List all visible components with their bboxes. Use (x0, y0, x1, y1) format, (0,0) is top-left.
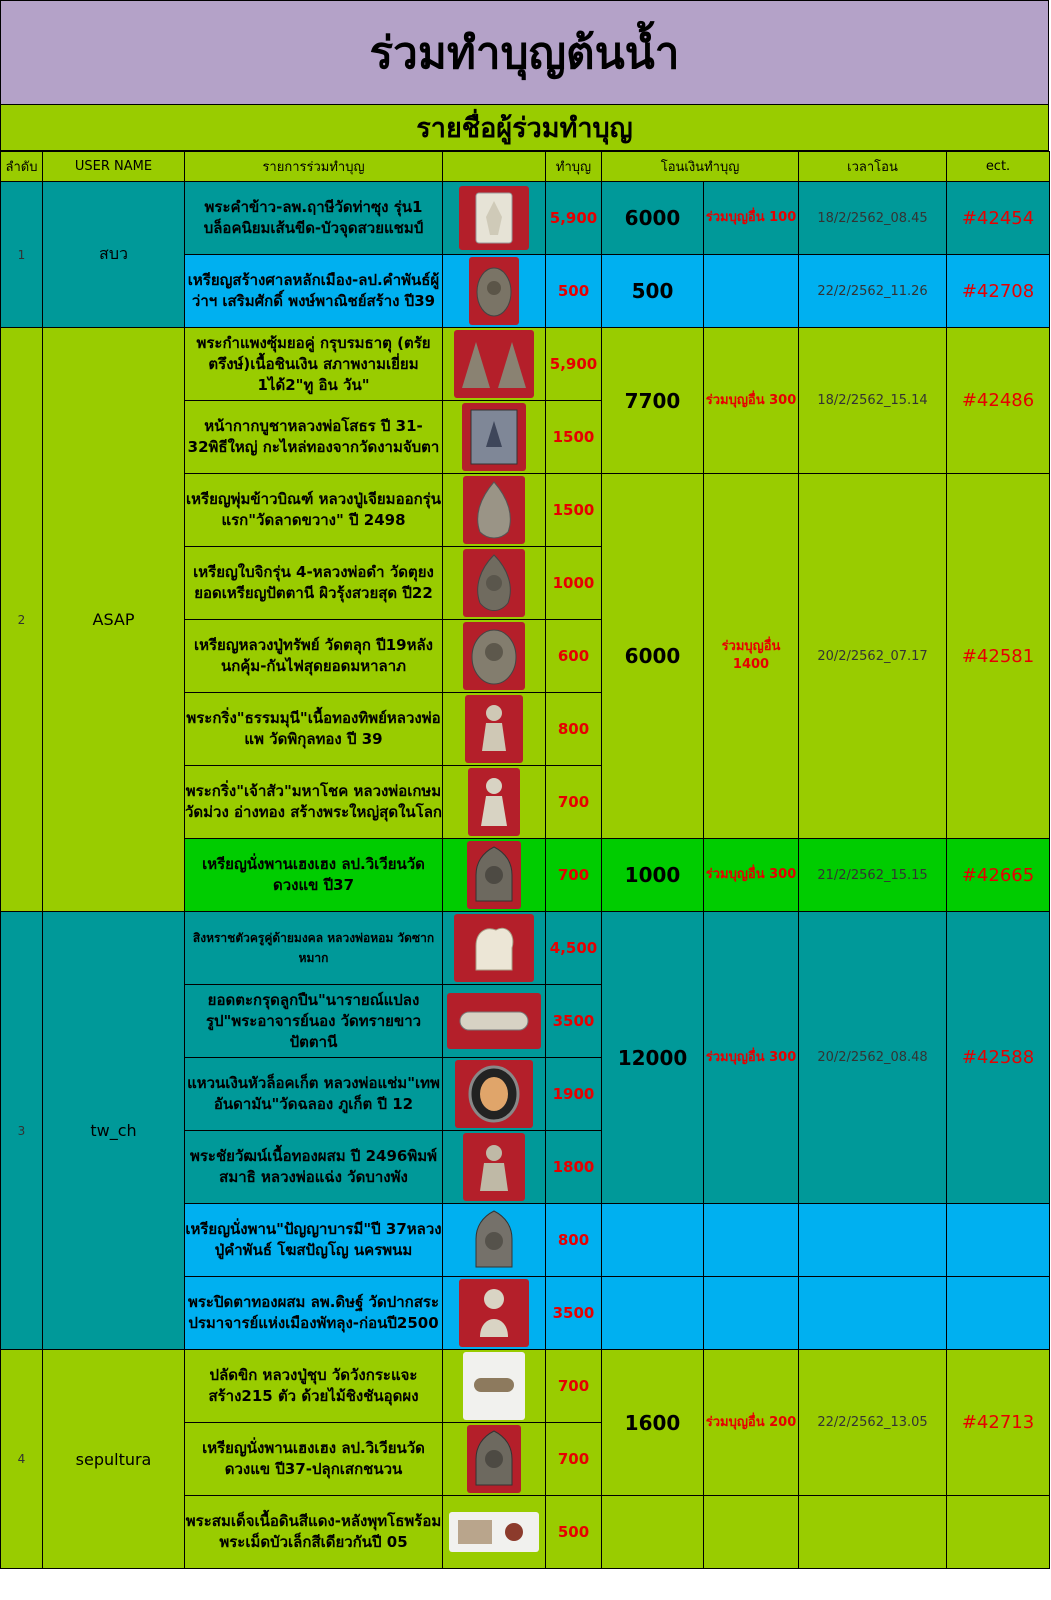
amulet-photo-icon (463, 1133, 525, 1201)
item-price: 1800 (546, 1131, 602, 1204)
item-name: พระชัยวัฒน์เนื้อทองผสม ปี 2496พิมพ์สมาธิ หลวงพ่อแฉ่ง วัดบางพัง (185, 1131, 443, 1204)
amulet-photo-icon (465, 695, 523, 763)
empty-cell (704, 1496, 799, 1569)
amulet-photo-icon (449, 1512, 539, 1552)
user-name: tw_ch (43, 912, 185, 1350)
item-name: เหรียญนั่งพานเฮงเฮง ลป.วิเวียนวัดดวงแข ปี37 (185, 839, 443, 912)
item-image (443, 1350, 546, 1423)
column-header-no: ลำดับ (1, 152, 43, 182)
header-row (1, 152, 1050, 182)
item-price: 700 (546, 1423, 602, 1496)
table-row (1, 912, 1050, 985)
item-price: 500 (546, 255, 602, 328)
page-subtitle: รายชื่อผู้ร่วมทำบุญ (0, 105, 1049, 151)
item-name: เหรียญนั่งพานเฮงเฮง ลป.วิเวียนวัดดวงแข ปี37-ปลุกเสกชนวน (185, 1423, 443, 1496)
transfer-bonus: ร่วมบุญอื่น 200 (704, 1350, 799, 1496)
amulet-photo-icon (467, 841, 521, 909)
transfer-ref: #42581 (947, 474, 1050, 839)
item-price: 600 (546, 620, 602, 693)
amulet-photo-icon (455, 1060, 533, 1128)
item-image (443, 401, 546, 474)
item-image (443, 985, 546, 1058)
amulet-photo-icon (469, 257, 519, 325)
item-name: เหรียญพุ่มข้าวบิณฑ์ หลวงปู่เจียมออกรุ่นแรก"วัดลาดขวาง" ปี 2498 (185, 474, 443, 547)
item-price: 700 (546, 1350, 602, 1423)
empty-cell (704, 1204, 799, 1277)
item-name: พระกริ่ง"เจ้าสัว"มหาโชค หลวงพ่อเกษมวัดม่วง อ่างทอง สร้างพระใหญ่สุดในโลก (185, 766, 443, 839)
empty-cell (602, 1204, 704, 1277)
item-price: 700 (546, 766, 602, 839)
amulet-photo-icon (463, 622, 525, 690)
transfer-bonus: ร่วมบุญอื่น 100 (704, 182, 799, 255)
column-header-time: เวลาโอน (799, 152, 947, 182)
item-name: พระคำข้าว-ลพ.ฤาษีวัดท่าซุง รุ่น1 บล็อคนิยมเส้นขีด-บัวจุดสวยแชมป์ (185, 182, 443, 255)
row-number: 3 (1, 912, 43, 1350)
item-price: 1000 (546, 547, 602, 620)
column-header-user: USER NAME (43, 152, 185, 182)
item-name: หน้ากากบูชาหลวงพ่อโสธร ปี 31-32พิธีใหญ่ กะไหล่ทองจากวัดงามจับตา (185, 401, 443, 474)
transfer-ref: #42454 (947, 182, 1050, 255)
item-price: 3500 (546, 1277, 602, 1350)
amulet-photo-icon (468, 768, 520, 836)
transfer-ref: #42708 (947, 255, 1050, 328)
amulet-photo-icon (462, 403, 526, 471)
transfer-time: 21/2/2562_15.15 (799, 839, 947, 912)
item-image (443, 255, 546, 328)
item-image (443, 182, 546, 255)
amulet-photo-icon (463, 476, 525, 544)
item-image (443, 1204, 546, 1277)
item-name: ยอดตะกรุดลูกปืน"นารายณ์แปลงรูป"พระอาจารย์นอง วัดทรายขาวปัตตานี (185, 985, 443, 1058)
empty-cell (704, 1277, 799, 1350)
transfer-time: 18/2/2562_15.14 (799, 328, 947, 474)
row-number: 1 (1, 182, 43, 328)
column-header-amount: ทำบุญ (546, 152, 602, 182)
item-image (443, 328, 546, 401)
item-image (443, 693, 546, 766)
item-image (443, 1131, 546, 1204)
item-image (443, 547, 546, 620)
user-name: ASAP (43, 328, 185, 912)
item-price: 800 (546, 693, 602, 766)
item-name: พระสมเด็จเนื้อดินสีแดง-หลังพุทโธพร้อมพระเม็ดบัวเล็กสีเดียวกันปี 05 (185, 1496, 443, 1569)
transfer-ref: #42486 (947, 328, 1050, 474)
item-price: 1500 (546, 401, 602, 474)
transfer-time: 20/2/2562_08.48 (799, 912, 947, 1204)
item-name: พระกำแพงซุ้มยอคู่ กรุบรมธาตุ (ตรัยตรึงษ์)เนื้อชินเงิน สภาพงามเยี่ยม 1ได้2"ทู อิน วัน" (185, 328, 443, 401)
column-header-transfer: โอนเงินทำบุญ (602, 152, 799, 182)
item-price: 800 (546, 1204, 602, 1277)
transfer-bonus (704, 255, 799, 328)
empty-cell (799, 1204, 947, 1277)
user-name: sepultura (43, 1350, 185, 1569)
transfer-time: 22/2/2562_11.26 (799, 255, 947, 328)
empty-cell (947, 1204, 1050, 1277)
amulet-photo-icon (467, 1425, 521, 1493)
item-image (443, 839, 546, 912)
item-image (443, 620, 546, 693)
item-image (443, 1058, 546, 1131)
item-price: 500 (546, 1496, 602, 1569)
item-name: เหรียญนั่งพาน"ปัญญาบารมี"ปี 37หลวงปู่คำพันธ์ โฆสปัญโญ นครพนม (185, 1204, 443, 1277)
donation-table (0, 151, 1050, 1569)
amulet-photo-icon (463, 1352, 525, 1420)
item-name: ปลัดขิก หลวงปู่ชุบ วัดวังกระแจะสร้าง215 ตัว ด้วยไม้ชิงชันอุดผง (185, 1350, 443, 1423)
page-title: ร่วมทำบุญต้นน้ำ (0, 0, 1049, 105)
item-price: 700 (546, 839, 602, 912)
item-name: เหรียญสร้างศาลหลักเมือง-ลป.คำพันธ์ผู้ว่าฯ เสริมศักดิ์ พงษ์พาณิชย์สร้าง ปี39 (185, 255, 443, 328)
item-price: 3500 (546, 985, 602, 1058)
amulet-photo-icon (459, 1279, 529, 1347)
amulet-photo-icon (459, 186, 529, 250)
column-header-items: รายการร่วมทำบุญ (185, 152, 443, 182)
transfer-amount: 7700 (602, 328, 704, 474)
empty-cell (947, 1277, 1050, 1350)
item-name: แหวนเงินหัวล็อคเก็ต หลวงพ่อแช่ม"เทพอันดามัน"วัดฉลอง ภูเก็ต ปี 12 (185, 1058, 443, 1131)
transfer-bonus: ร่วมบุญอื่น 300 (704, 839, 799, 912)
empty-cell (602, 1277, 704, 1350)
item-name: เหรียญใบจิกรุ่น 4-หลวงพ่อดำ วัดตุยงยอดเหรียญปัตตานี ผิวรุ้งสวยสุด ปี22 (185, 547, 443, 620)
empty-cell (799, 1496, 947, 1569)
transfer-amount: 6000 (602, 474, 704, 839)
transfer-ref: #42665 (947, 839, 1050, 912)
transfer-amount: 12000 (602, 912, 704, 1204)
transfer-time: 18/2/2562_08.45 (799, 182, 947, 255)
transfer-amount: 500 (602, 255, 704, 328)
empty-cell (799, 1277, 947, 1350)
item-name: สิงหราชตัวครูคู่ด้ายมงคล หลวงพ่อหอม วัดซากหมาก (185, 912, 443, 985)
item-image (443, 1496, 546, 1569)
empty-cell (947, 1496, 1050, 1569)
amulet-photo-icon (463, 549, 525, 617)
column-header-ect: ect. (947, 152, 1050, 182)
empty-cell (602, 1496, 704, 1569)
item-name: พระปิดตาทองผสม ลพ.ดิษฐ์ วัดปากสระปรมาจารย์แห่งเมืองพัทลุง-ก่อนปี2500 (185, 1277, 443, 1350)
table-row (1, 1350, 1050, 1423)
item-image (443, 766, 546, 839)
transfer-bonus: ร่วมบุญอื่น 300 (704, 328, 799, 474)
row-number: 2 (1, 328, 43, 912)
user-name: สบว (43, 182, 185, 328)
item-image (443, 1423, 546, 1496)
item-price: 4,500 (546, 912, 602, 985)
column-header-image (443, 152, 546, 182)
transfer-amount: 1000 (602, 839, 704, 912)
amulet-photo-icon (454, 330, 534, 398)
transfer-time: 22/2/2562_13.05 (799, 1350, 947, 1496)
transfer-bonus: ร่วมบุญอื่น 1400 (704, 474, 799, 839)
amulet-photo-icon (447, 993, 541, 1049)
table-row (1, 328, 1050, 401)
item-price: 1500 (546, 474, 602, 547)
item-image (443, 474, 546, 547)
transfer-amount: 6000 (602, 182, 704, 255)
transfer-amount: 1600 (602, 1350, 704, 1496)
transfer-ref: #42588 (947, 912, 1050, 1204)
item-price: 5,900 (546, 328, 602, 401)
transfer-ref: #42713 (947, 1350, 1050, 1496)
row-number: 4 (1, 1350, 43, 1569)
item-price: 5,900 (546, 182, 602, 255)
transfer-bonus: ร่วมบุญอื่น 300 (704, 912, 799, 1204)
table-row (1, 182, 1050, 255)
item-name: เหรียญหลวงปู่ทรัพย์ วัดตลุก ปี19หลังนกคุ้ม-กันไฟสุดยอดมหาลาภ (185, 620, 443, 693)
item-price: 1900 (546, 1058, 602, 1131)
amulet-photo-icon (467, 1206, 521, 1274)
item-name: พระกริ่ง"ธรรมมุนี"เนื้อทองทิพย์หลวงพ่อแพ วัดพิกุลทอง ปี 39 (185, 693, 443, 766)
item-image (443, 1277, 546, 1350)
transfer-time: 20/2/2562_07.17 (799, 474, 947, 839)
amulet-photo-icon (454, 914, 534, 982)
item-image (443, 912, 546, 985)
